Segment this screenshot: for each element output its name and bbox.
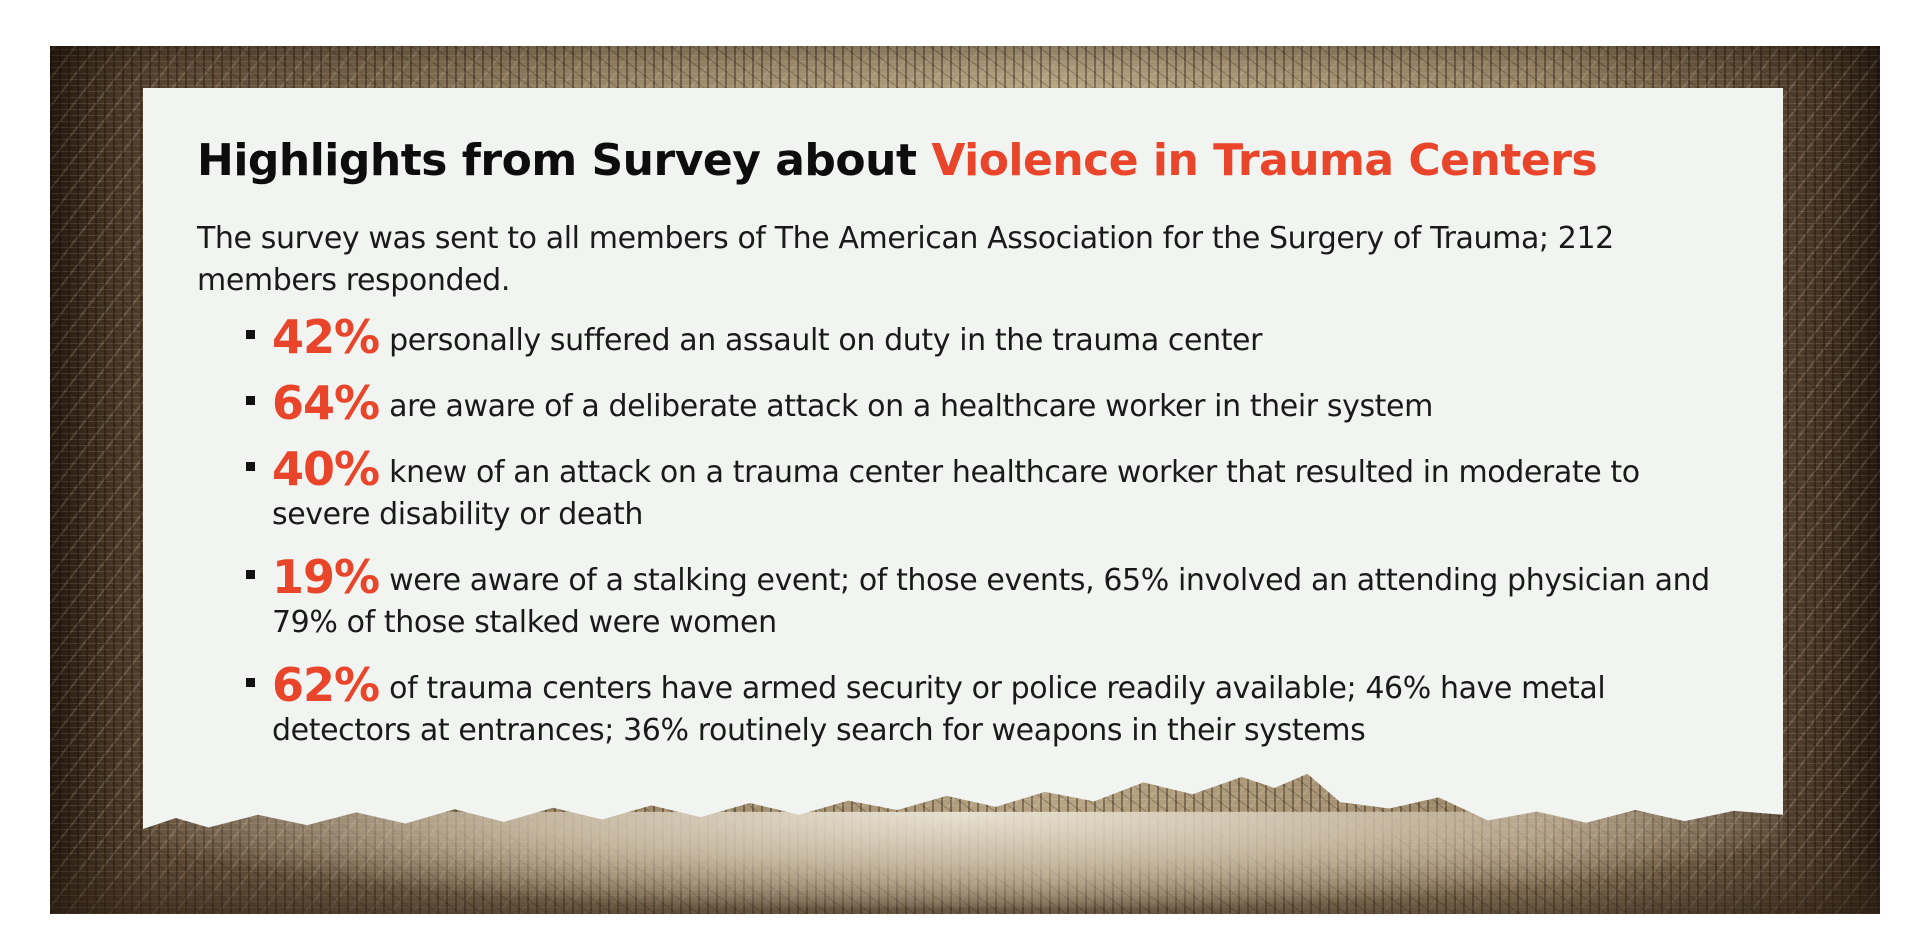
bullet-square-icon [246,396,255,405]
stat-text: are aware of a deliberate attack on a healthcare worker in their system [389,389,1433,424]
bullet-square-icon [246,330,255,339]
stat-text: of trauma centers have armed security or police readily available; 46% have metal detectors at entrances; 36% routinely search for weapons in their systems [272,671,1606,748]
stat-percent: 19% [272,550,380,604]
stat-text: knew of an attack on a trauma center healthcare worker that resulted in moderate to severe disability or death [272,455,1640,532]
survey-intro: The survey was sent to all members of The American Association for the Surgery of Trauma; 212 members responded. [197,221,1614,298]
page-title [197,135,1597,186]
stat-item [242,310,1742,364]
stats-list [242,310,1742,772]
stat-percent: 42% [272,310,380,364]
stat-item [242,376,1742,430]
stat-item [242,658,1742,752]
stat-item [242,550,1742,644]
bullet-square-icon [246,678,255,687]
bullet-square-icon [246,462,255,471]
bullet-square-icon [246,570,255,579]
stat-percent: 62% [272,658,380,712]
title-prefix: Highlights from Survey about [197,135,917,186]
stat-percent: 40% [272,442,380,496]
stat-text: were aware of a stalking event; of those events, 65% involved an attending physician and 79% of those stalked were women [272,563,1710,640]
stat-text: personally suffered an assault on duty in the trauma center [389,323,1263,358]
stat-percent: 64% [272,376,380,430]
stat-item [242,442,1742,536]
torn-paper-edge [143,812,1783,907]
title-highlight: Violence in Trauma Centers [931,135,1598,186]
